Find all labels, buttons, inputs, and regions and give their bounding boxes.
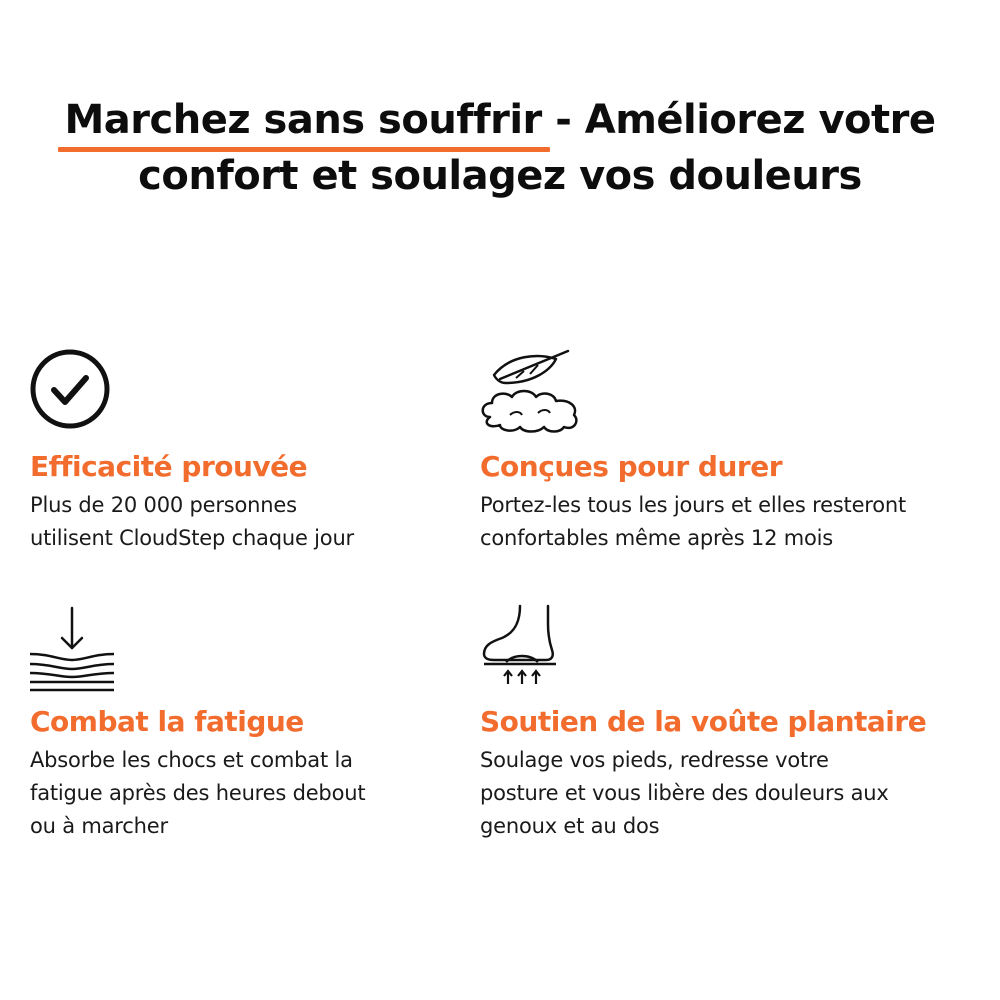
headline-highlight: Marchez sans souffrir — [64, 92, 541, 148]
feature-description: Absorbe les chocs et combat la fatigue après des heures debout ou à marcher — [30, 748, 366, 838]
headline-line-2: confort et soulagez vos douleurs — [138, 153, 862, 199]
feature-title: Conçues pour durer — [480, 450, 783, 483]
feature-title: Combat la fatigue — [30, 705, 304, 738]
headline-line-1-rest: - Améliorez votre — [541, 97, 936, 143]
feature-durabilite — [480, 345, 940, 555]
foot-arch-support-icon — [480, 600, 940, 700]
feature-fatigue — [30, 600, 490, 843]
feature-title: Soutien de la voûte plantaire — [480, 705, 927, 738]
feature-title: Efficacité prouvée — [30, 450, 308, 483]
feature-efficacite — [30, 345, 490, 555]
feature-description: Portez-les tous les jours et elles resteront confortables même après 12 mois — [480, 493, 907, 550]
shock-absorb-icon — [30, 600, 490, 700]
headline-line-1 — [0, 92, 1000, 148]
feather-cloud-icon — [480, 345, 940, 445]
check-circle-icon — [30, 345, 490, 445]
feature-description: Soulage vos pieds, redresse votre posture et vous libère des douleurs aux genoux et au dos — [480, 748, 889, 838]
feature-description: Plus de 20 000 personnes utilisent CloudStep chaque jour — [30, 493, 354, 550]
feature-voute-plantaire — [480, 600, 940, 843]
headline — [0, 92, 1000, 204]
